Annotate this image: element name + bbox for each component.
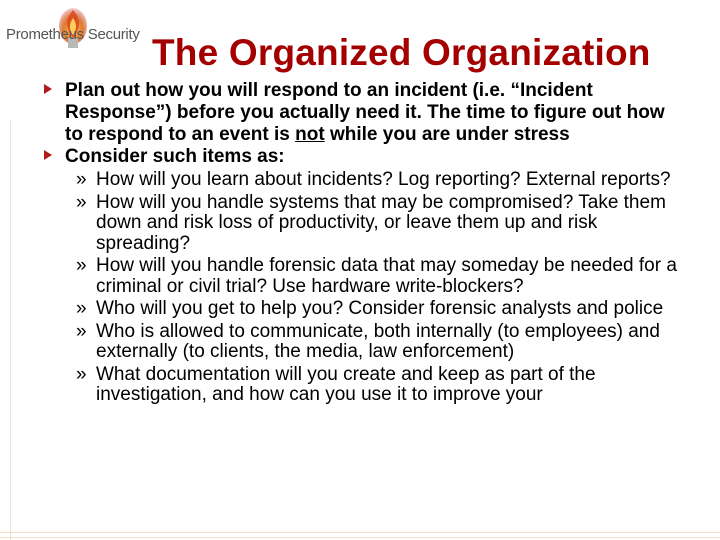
company-logo <box>2 4 147 54</box>
logo-text: Prometheus Security <box>6 26 140 43</box>
triangle-bullet-icon <box>44 150 52 160</box>
subitem <box>0 299 686 320</box>
chevron-bullet-icon: » <box>76 191 87 213</box>
triangle-bullet-icon <box>44 84 52 94</box>
subitem <box>0 365 686 406</box>
slide-title: The Organized Organization <box>152 32 651 73</box>
subitem-text: Who will you get to help you? Consider forensic analysts and police <box>96 298 664 319</box>
subitem-text: How will you learn about incidents? Log reporting? External reports? <box>96 169 671 190</box>
chevron-bullet-icon: » <box>76 363 87 385</box>
subitem <box>0 322 686 363</box>
subitem-text: Who is allowed to communicate, both internally (to employees) and externally (to clients, the media, law enforcement) <box>96 320 660 362</box>
chevron-bullet-icon: » <box>76 255 87 276</box>
subitem-text: How will you handle forensic data that may someday be needed for a criminal or civil trial? Use hardware write-blockers? <box>96 255 677 297</box>
chevron-bullet-icon: » <box>76 320 87 342</box>
bullet-consider <box>0 146 685 168</box>
subitem <box>0 256 686 297</box>
slide-content <box>0 80 720 406</box>
bottom-decorative-lines <box>0 520 720 540</box>
subitem <box>0 193 686 255</box>
bullet-plan-text-2: while you are under stress <box>324 124 570 145</box>
bullet-plan <box>0 80 685 146</box>
bullet-plan-text-1: Plan out how you will respond to an incident (i.e. “Incident Response”) before you actually need it. The time to figure out how to respond to an event is <box>65 80 665 145</box>
subitem-text: How will you handle systems that may be compromised? Take them down and risk loss of productivity, or leave them up and risk spreading? <box>96 191 666 254</box>
subitem <box>0 170 686 191</box>
subitem-text: What documentation will you create and keep as part of the investigation, and how can you use it to improve your <box>96 363 596 405</box>
chevron-bullet-icon: » <box>76 169 87 190</box>
bullet-consider-text: Consider such items as: <box>65 146 285 167</box>
chevron-bullet-icon: » <box>76 298 87 319</box>
bullet-plan-underlined: not <box>295 124 325 145</box>
